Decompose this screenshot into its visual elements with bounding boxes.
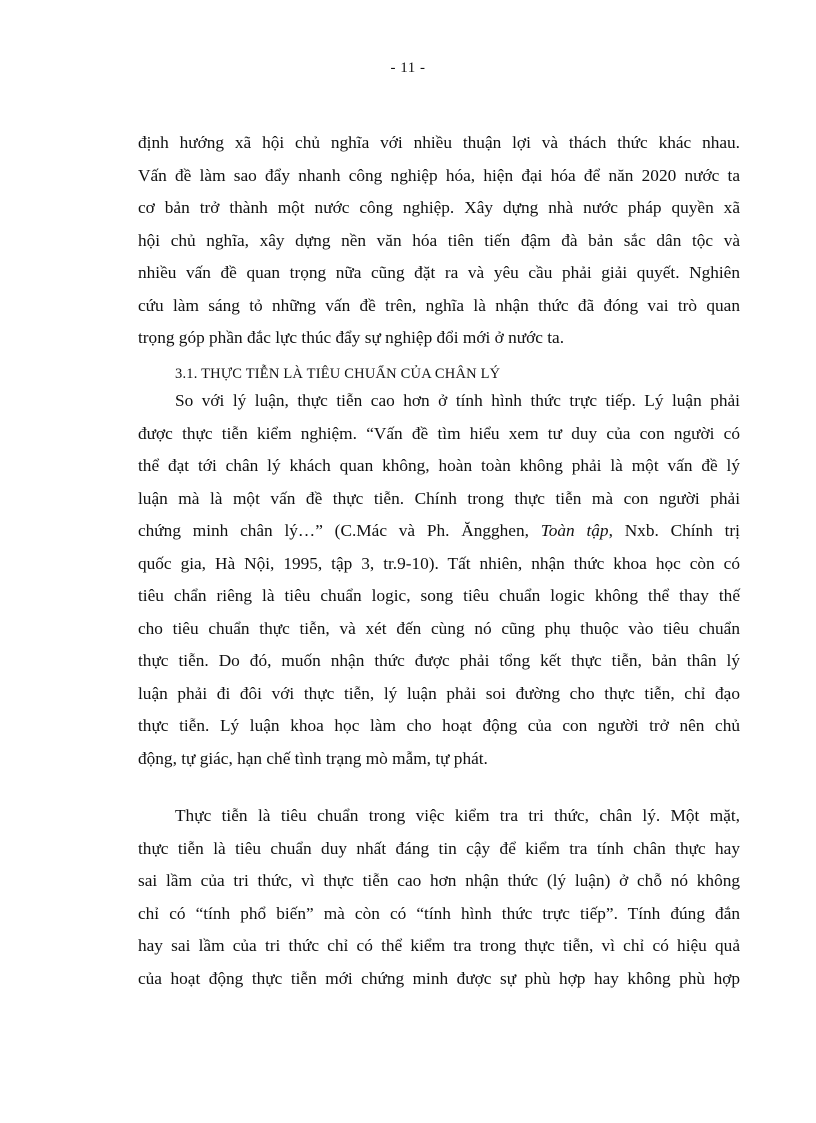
paragraph-3 (138, 800, 740, 995)
text-line: luận mà là một vấn đề thực tiễn. Chính trong thực tiễn mà con người phải (138, 488, 740, 508)
text-line: Vấn đề làm sao đẩy nhanh công nghiệp hóa, hiện đại hóa để năn 2020 nước ta (138, 165, 740, 185)
citation-text: chứng minh chân lý…” (C.Mác và Ph. Ăngghen, (138, 521, 541, 540)
text-line: thực tiễn là tiêu chuẩn duy nhất đáng tin cậy để kiểm tra tính chân thực hay (138, 838, 740, 858)
text-line: chỉ có “tính phổ biến” mà còn có “tính hình thức trực tiếp”. Tính đúng đắn (138, 903, 740, 923)
section-heading: 3.1. THỰC TIỄN LÀ TIÊU CHUẨN CỦA CHÂN LÝ (175, 366, 501, 382)
text-line: hội chủ nghĩa, xây dựng nền văn hóa tiên tiến đậm đà bản sắc dân tộc và (138, 230, 740, 250)
page-number: - 11 - (390, 60, 426, 76)
text-line-with-citation (138, 515, 740, 548)
text-line: Thực tiễn là tiêu chuẩn trong việc kiểm tra tri thức, chân lý. Một mặt, (175, 806, 740, 825)
citation-text: , Nxb. Chính trị (608, 521, 740, 540)
text-line: So với lý luận, thực tiễn cao hơn ở tính hình thức trực tiếp. Lý luận phải (175, 391, 740, 410)
text-line: động, tự giác, hạn chế tình trạng mò mẫm, tự phát. (138, 748, 488, 768)
text-line: thể đạt tới chân lý khách quan không, hoàn toàn không phải là một vấn đề lý (138, 456, 740, 475)
text-line: được thực tiễn kiểm nghiệm. “Vấn đề tìm hiểu xem tư duy của con người có (138, 423, 740, 443)
text-line: cơ bản trở thành một nước công nghiệp. Xây dựng nhà nước pháp quyền xã (138, 198, 740, 217)
text-line: luận phải đi đôi với thực tiễn, lý luận phải soi đường cho thực tiễn, chỉ đạo (138, 683, 740, 703)
paragraph-1 (138, 127, 740, 355)
text-line: hay sai lầm của tri thức chỉ có thể kiểm tra trong thực tiễn, vì chỉ có hiệu quả (138, 936, 740, 955)
text-line: tiêu chẩn riêng là tiêu chuẩn logic, song tiêu chuẩn logic không thể thay thế (138, 586, 740, 605)
citation-title: Toàn tập (540, 521, 609, 540)
text-line: thực tiễn. Do đó, muốn nhận thức được phải tổng kết thực tiễn, bản thân lý (138, 651, 740, 670)
text-line: quốc gia, Hà Nội, 1995, tập 3, tr.9-10). Tất nhiên, nhận thức khoa học còn có (138, 553, 740, 573)
text-line: trọng góp phần đắc lực thúc đẩy sự nghiệp đổi mới ở nước ta. (138, 328, 565, 347)
text-line: thực tiễn. Lý luận khoa học làm cho hoạt động của con người trở nên chủ (138, 716, 740, 735)
paragraph-2 (138, 385, 740, 775)
text-line: định hướng xã hội chủ nghĩa với nhiều thuận lợi và thách thức khác nhau. (138, 133, 740, 152)
text-line: của hoạt động thực tiễn mới chứng minh được sự phù hợp hay không phù hợp (138, 968, 740, 988)
text-line: nhiều vấn đề quan trọng nữa cũng đặt ra và yêu cầu phải giải quyết. Nghiên (138, 263, 740, 282)
text-line: cho tiêu chuẩn thực tiễn, và xét đến cùng nó cũng phụ thuộc vào tiêu chuẩn (138, 618, 740, 638)
text-line: cứu làm sáng tỏ những vấn đề trên, nghĩa là nhận thức đã đóng vai trò quan (138, 295, 740, 315)
text-line: sai lầm của tri thức, vì thực tiễn cao hơn nhận thức (lý luận) ở chỗ nó không (138, 871, 740, 890)
